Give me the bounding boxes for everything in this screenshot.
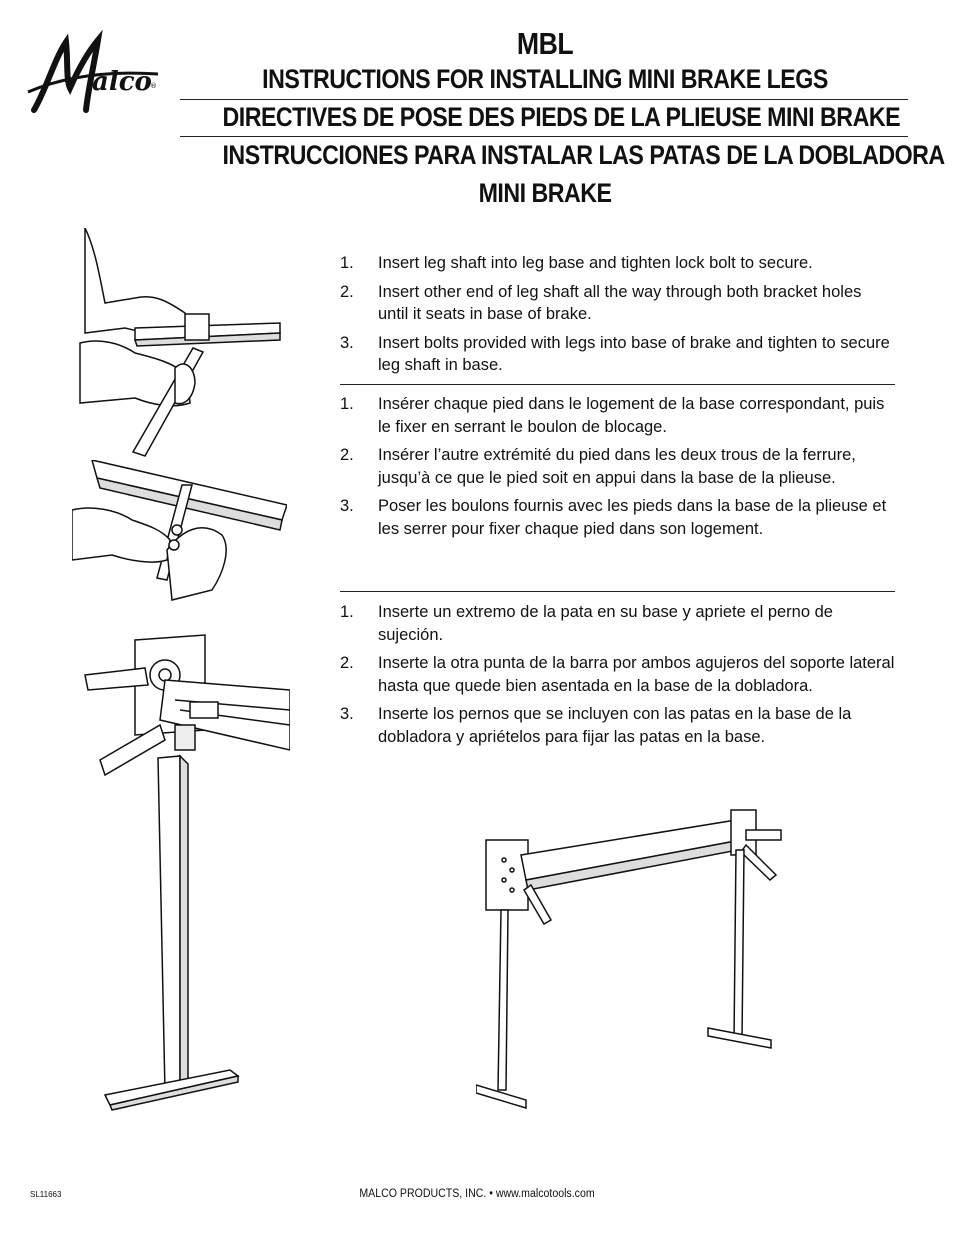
list-item — [340, 393, 895, 438]
item-text: Insert other end of leg shaft all the way through both bracket holes until it seats in base of brake. — [378, 282, 862, 323]
item-text: Insérer chaque pied dans le logement de la base correspondant, puis le fixer en serrant le boulon de blocage. — [378, 395, 885, 436]
item-text: Insérer l’autre extrémité du pied dans les deux trous de la ferrure, jusqu’à ce que le pied soit en appui dans la base de la plieuse. — [378, 446, 856, 487]
illustration-step-2 — [72, 460, 287, 610]
spanish-instructions — [340, 601, 895, 754]
list-item — [340, 652, 895, 697]
item-number: 3. — [340, 497, 354, 515]
item-text: Inserte un extremo de la pata en su base y apriete el perno de sujeción. — [378, 603, 833, 644]
list-item — [340, 495, 895, 540]
list-item — [340, 601, 895, 646]
document-code: SL11663 — [30, 1190, 62, 1199]
item-text: Insert leg shaft into leg base and tighten lock bolt to secure. — [378, 254, 813, 272]
svg-text:alco: alco — [92, 67, 152, 97]
section-divider — [340, 591, 895, 592]
item-text: Inserte la otra punta de la barra por ambos agujeros del soporte lateral hasta que quede bien asentada en la base de la dobladora. — [378, 654, 895, 695]
list-item — [340, 703, 895, 748]
list-item — [340, 444, 895, 489]
item-number: 2. — [340, 282, 354, 301]
title-french: DIRECTIVES DE POSE DES PIEDS DE LA PLIEUSE MINI BRAKE — [222, 102, 901, 132]
item-number: 2. — [340, 446, 354, 464]
illustration-assembled — [476, 800, 786, 1110]
french-instructions — [340, 393, 895, 546]
list-item — [340, 332, 895, 377]
list-item — [340, 252, 895, 275]
item-number: 3. — [340, 705, 354, 723]
svg-text:®: ® — [150, 82, 157, 90]
item-number: 1. — [340, 254, 354, 272]
list-item — [340, 281, 895, 326]
title-spanish: INSTRUCCIONES PARA INSTALAR LAS PATAS DE LA DOBLADORA — [222, 140, 945, 170]
item-text: Poser les boulons fournis avec les pieds dans la base de la plieuse et les serrer pour fixer chaque pied dans son logement. — [378, 497, 887, 538]
title-spanish-2: MINI BRAKE — [478, 178, 612, 208]
item-text: Inserte los pernos que se incluyen con las patas en la base de la dobladora y apriételos para fijar las patas en la base. — [378, 705, 852, 746]
title-divider — [180, 99, 908, 100]
footer-company: MALCO PRODUCTS, INC. • www.malcotools.com — [359, 1188, 595, 1200]
item-number: 1. — [340, 603, 354, 621]
english-instructions — [340, 252, 895, 383]
item-number: 2. — [340, 654, 354, 672]
model-title: MBL — [516, 26, 574, 61]
malco-logo — [26, 30, 166, 120]
illustration-step-1 — [75, 228, 285, 458]
illustration-step-3 — [80, 630, 290, 1130]
section-divider — [340, 384, 895, 385]
item-text: Insert bolts provided with legs into base of brake and tighten to secure leg shaft in base. — [378, 333, 890, 374]
title-english: INSTRUCTIONS FOR INSTALLING MINI BRAKE LEGS — [262, 64, 828, 94]
title-divider — [180, 136, 908, 137]
item-number: 3. — [340, 333, 354, 352]
item-number: 1. — [340, 395, 354, 413]
